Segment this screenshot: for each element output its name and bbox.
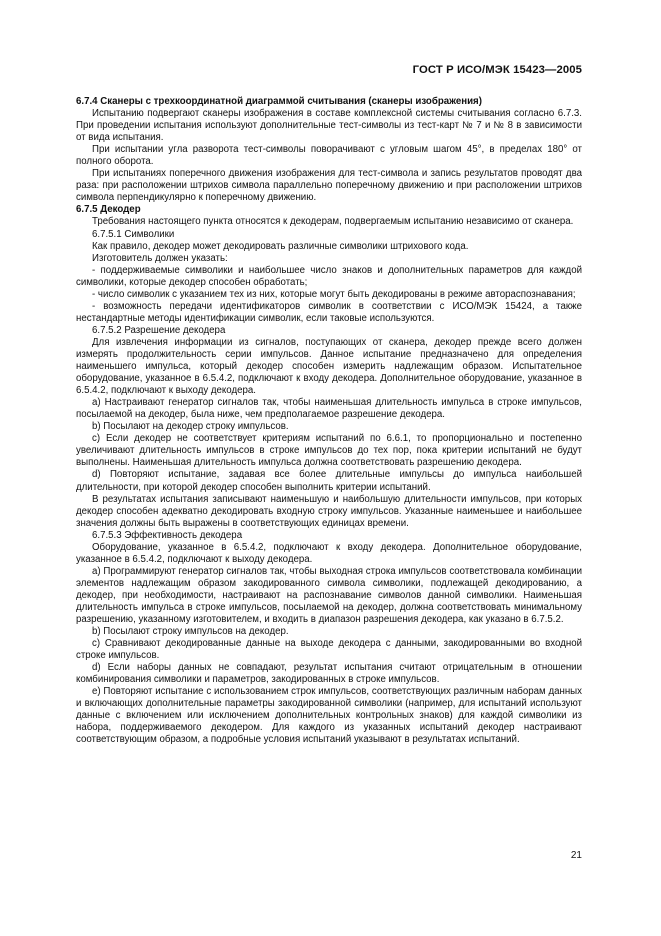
paragraph: Как правило, декодер может декодировать различные символики штрихового кода. [92,240,469,252]
paragraph: - возможность передачи идентификаторов символик в соответствии с ИСО/МЭК 15424, а также нестандартные методы идентификации символик, если таковые используются. [76,300,582,324]
paragraph: При испытании угла разворота тест-символы поворачивают с угловым шагом 45°, в пределах 180° от полного оборота. [76,144,582,168]
paragraph: d) Повторяют испытание, задавая все более длительные импульсы до импульса наибольшей длительности, при которой декодер способен выполнить критерии испытаний. [76,469,582,493]
section-heading: 6.7.5 Декодер [76,204,141,216]
paragraph: Для извлечения информации из сигналов, поступающих от сканера, декодер прежде всего должен измерять продолжительность серии импульсов. Данное испытание предназначено для определения наименьшего импульса, который декодер способен измерить надлежащим образом. Испытательное оборудование, указанное в 6.5.4.2, подключают к входу декодера. Дополнительное оборудование, указанное в 6.5.4.2, подключают к выходу декодера. [76,336,582,397]
paragraph: c) Если декодер не соответствует критериям испытаний по 6.6.1, то пропорционально и постепенно увеличивают длительность импульсов в строке импульсов до тех пор, пока критерии испытаний не будут выполнены. Наименьшая длительность импульса должна соответствовать разрешению декодера. [76,433,582,469]
paragraph: d) Если наборы данных не совпадают, результат испытания считают отрицательным в отношении комбинирования символики и параметров, закодированных в строке импульсов. [76,662,582,686]
paragraph: Требования настоящего пункта относятся к декодерам, подвергаемым испытанию независимо от сканера. [92,216,574,228]
paragraph: c) Сравнивают декодированные данные на выходе декодера с данными, закодированными во входной строке импульсов. [76,638,582,662]
paragraph: - поддерживаемые символики и наибольшее число знаков и дополнительных параметров для каждой символики, которые декодер способен обработать; [76,264,582,288]
paragraph: a) Настраивают генератор сигналов так, чтобы наименьшая длительность импульса в строке импульсов, посылаемой на декодер, была ниже, чем предполагаемое разрешение декодера. [76,397,582,421]
paragraph: b) Посылают на декодер строку импульсов. [92,421,289,433]
paragraph: Оборудование, указанное в 6.5.4.2, подключают к входу декодера. Дополнительное оборудование, указанное в 6.5.4.2, подключают к выходу декодера. [76,541,582,565]
paragraph: b) Посылают строку импульсов на декодер. [92,626,289,638]
paragraph: e) Повторяют испытание с использованием строк импульсов, соответствующих различным наборам данных и включающих дополнительные параметры закодированной символики (например, для испытаний используют данные с включением или исключением дополнительных контрольных знаков) для каждой символики из набора, поддерживаемого декодером. Для каждого из указанных испытаний декодер настраивают соответствующим образом, а подробные условия испытаний указывают в результатах испытаний. [76,686,582,746]
paragraph: В результатах испытания записывают наименьшую и наибольшую длительности импульсов, при которых декодер способен адекватно декодировать входную строку импульсов. Указанные наименьшее и наибольшее значения должны быть выражены в соответствующих единицах времени. [76,493,582,529]
section-heading: 6.7.4 Сканеры с трехкоординатной диаграммой считывания (сканеры изображения) [76,96,482,107]
paragraph: a) Программируют генератор сигналов так, чтобы выходная строка импульсов соответствовала комбинации элементов надлежащим образом закодированного символа символики, подлежащей декодированию, а декодер, при необходимости, настраивают на распознавание символов данной символики. Наименьшая длительность импульса в строке импульсов, посылаемой на декодер, должна соответствовать минимальному разрешению, указанному изготовителем, и входить в диапазон разрешения декодера, как указано в 6.7.5.2. [76,565,582,626]
paragraph: - число символик с указанием тех из них, которые могут быть декодированы в режиме автораспознавания; [92,288,576,300]
page-body [76,96,582,747]
paragraph: Изготовитель должен указать: [92,252,228,264]
standard-designation: ГОСТ Р ИСО/МЭК 15423—2005 [412,64,582,76]
paragraph: Испытанию подвергают сканеры изображения в составе комплексной системы считывания согласно 6.7.3. При проведении испытания используют дополнительные тест-символы из тест-карт № 7 и № 8 в зависимости от вида испытания. [76,108,582,144]
subsection-heading: 6.7.5.2 Разрешение декодера [92,324,226,336]
subsection-heading: 6.7.5.3 Эффективность декодера [92,529,243,541]
subsection-heading: 6.7.5.1 Символики [92,228,175,240]
page-number: 21 [570,850,582,861]
paragraph: При испытаниях поперечного движения изображения для тест-символа и запись результатов проводят два раза: при расположении штрихов символа параллельно поперечному движению и при расположении штрихов символа перпендикулярно к поперечному движению. [76,168,582,204]
